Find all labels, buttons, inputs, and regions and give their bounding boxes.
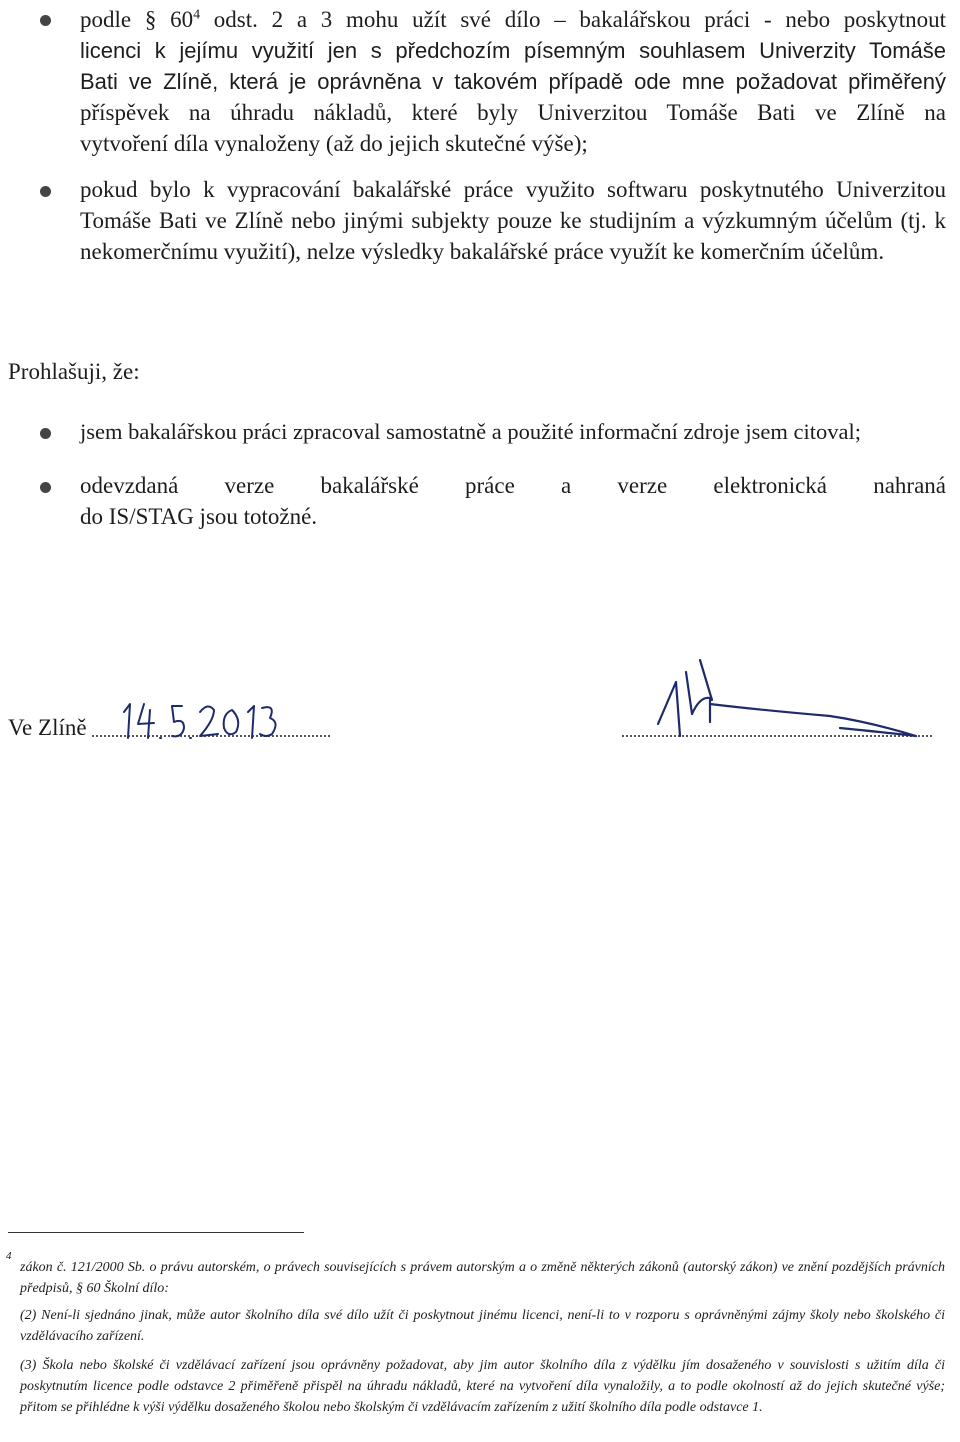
list-item-text: pokud bylo k vypracování bakalářské práce využito softwaru poskytnutého Univerzitou Tomáše Bati ve Zlíně nebo jinými subjekty pouze ke studijním a výzkumným účelům (tj. k nekomerčnímu využití), nelze výsledky bakalářské práce využít ke komerčním účelům. <box>80 177 946 264</box>
bullet-icon <box>40 186 51 197</box>
footnote-rule <box>8 1232 304 1233</box>
footnote-text: zákon č. 121/2000 Sb. o právu autorském, o právech souvisejících s právem autorským a o změně některých zákonů (autorský zákon) ve znění pozdějších právních předpisů, § 60 Školní dílo: <box>20 1260 945 1296</box>
declaration-heading: Prohlašuji, že: <box>8 359 140 384</box>
bullet-icon <box>40 15 51 26</box>
handwritten-signature <box>640 652 940 772</box>
list-item-text: podle § $60^4$ odst. 2 a 3 mohu užít své dílo – bakalářskou práci - nebo poskytnout licenci k jejímu využití jen s předchozím písemným souhlasem Univerzity Tomáše Bati ve Zlíně, která je oprávněna v takovém případě ode mne požadovat přiměřený příspěvek na úhradu nákladů, které byly Univerzitou Tomáše Bati ve Zlíně na vytvoření díla vynaloženy (až do jejich skutečné výše); <box>80 7 947 156</box>
list-item-text: jsem bakalářskou práci zpracoval samostatně a použité informační zdroje jsem citoval; <box>80 419 861 444</box>
footnote-mark: 4 <box>6 1250 12 1262</box>
handwritten-date <box>110 698 280 742</box>
bullet-icon <box>40 428 51 439</box>
footnote-paragraph: (3) Škola nebo školské či vzdělávací zařízení jsou oprávněny požadovat, aby jim autor školního díla z výdělku jím dosaženého v souvislosti s užitím díla či poskytnutím licence podle odstavce 2 přiměřeně přispěl na úhradu nákladů, které na vytvoření díla vynaložily, a to podle okolností až do jejich skutečné výše; přitom se přihlédne k výši výdělku dosaženého školou nebo školským či vzdělávacím zařízením z užití školního díla podle odstavce 1. <box>20 1358 945 1415</box>
footnote-paragraph: (2) Není-li sjednáno jinak, může autor školního díla své dílo užít či poskytnout jinému licenci, není-li to v rozporu s oprávněnými zájmy školy nebo školského či vzdělávacího zařízení. <box>20 1308 945 1344</box>
bullet-icon <box>40 482 51 493</box>
place-label: Ve Zlíně <box>8 715 87 740</box>
list-item-text: odevzdaná verze bakalářské práce a verze elektronická nahraná do IS/STAG jsou totožné. <box>80 473 946 529</box>
